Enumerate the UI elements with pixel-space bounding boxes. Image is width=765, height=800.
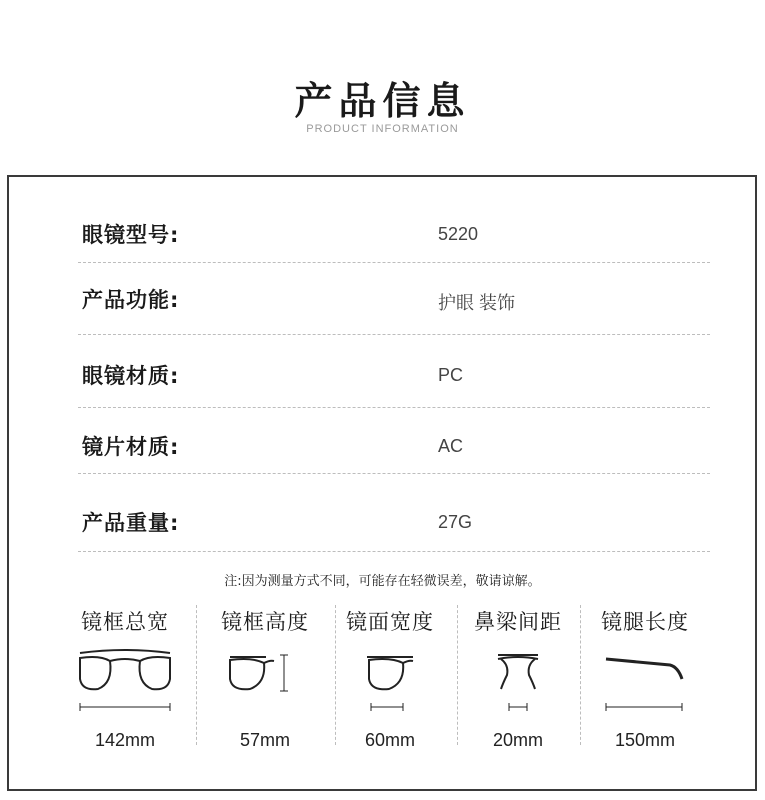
spec-value: 5220	[438, 224, 479, 244]
spec-value: 27G	[438, 512, 473, 532]
measure-value: 142mm	[94, 730, 156, 750]
spec-row-lens-material	[78, 407, 710, 474]
spec-value: AC	[438, 436, 464, 456]
spec-label: 产品重量:	[82, 511, 180, 535]
measure-label: 镜面宽度	[346, 610, 434, 634]
frame-total-width-icon	[50, 645, 200, 725]
spec-value: 护眼 装饰	[438, 293, 516, 313]
temple-length-icon	[570, 645, 720, 725]
spec-row-function	[78, 262, 710, 335]
measure-value: 150mm	[614, 730, 676, 750]
measure-label: 镜框总宽	[81, 610, 169, 634]
measure-label: 镜腿长度	[601, 610, 689, 634]
spec-row-model	[78, 212, 710, 263]
measure-temple-length	[570, 600, 720, 755]
spec-label: 产品功能:	[82, 288, 180, 312]
measure-frame-total-width	[50, 600, 200, 755]
measurement-note: 注:因为测量方式不同，可能存在轻微误差，敬请谅解。	[224, 574, 541, 589]
page-title: 产品信息	[294, 79, 471, 123]
measurements-row	[0, 600, 765, 770]
spec-row-weight	[78, 473, 710, 552]
spec-value: PC	[438, 365, 464, 385]
measure-value: 20mm	[492, 730, 543, 750]
spec-label: 眼镜材质:	[82, 364, 180, 388]
measure-value: 60mm	[364, 730, 415, 750]
measure-label: 镜框高度	[221, 610, 309, 634]
spec-label: 镜片材质:	[82, 435, 180, 459]
spec-label: 眼镜型号:	[82, 223, 180, 247]
spec-row-frame-material	[78, 334, 710, 408]
measure-label: 鼻梁间距	[474, 610, 562, 634]
measure-value: 57mm	[239, 730, 290, 750]
page-subtitle: PRODUCT INFORMATION	[306, 123, 459, 135]
